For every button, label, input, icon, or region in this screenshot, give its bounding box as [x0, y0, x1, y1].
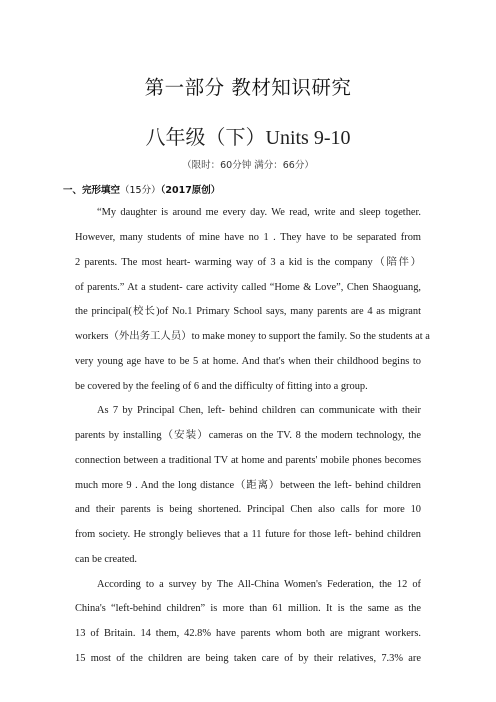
passage-line: of parents.” At a student- care activity called “Home & Love”, Chen Shaoguang,: [75, 282, 421, 293]
page-title: 第一部分 教材知识研究: [144, 76, 352, 99]
passage-line: 2 parents. The most heart- warming way of 3 a kid is the company（陪伴）: [75, 257, 421, 268]
time-score-limit: （限时：60分钟 满分：66分）: [182, 160, 314, 171]
passage-line: workers（外出务工人员）to make money to support the family. So the students at a: [75, 331, 430, 342]
passage-line: can be created.: [75, 554, 138, 565]
passage-line: and their parents is being shortened. Principal Chen also calls for more 10: [75, 504, 421, 515]
passage-line: 15 most of the children are being taken care of by their relatives, 7.3% are: [75, 653, 421, 664]
passage-line: much more 9 . And the long distance（距离）between the left- behind children: [75, 480, 421, 491]
section-tag: （2017原创）: [160, 185, 221, 196]
passage-line: connection between a traditional TV at home and parents' mobile phones becomes: [75, 455, 421, 466]
passage-line: be covered by the feeling of 6 and the difficulty of fitting into a group.: [75, 381, 368, 392]
section-score: （15分）: [120, 185, 161, 196]
passage-line: from society. He strongly believes that a 11 future for those left- behind children: [75, 529, 421, 540]
passage-line: 13 of Britain. 14 them, 42.8% have parents whom both are migrant workers.: [75, 628, 421, 639]
passage-line: China's “left-behind children” is more than 61 million. It is the same as the: [75, 603, 421, 614]
passage-line: very young age have to be 5 at home. And that's when their childhood begins to: [75, 356, 421, 367]
section-heading: [63, 182, 220, 196]
passage-line: According to a survey by The All-China Women's Federation, the 12 of: [97, 579, 421, 590]
passage-line: parents by installing（安装）cameras on the TV. 8 the modern technology, the: [75, 430, 421, 441]
passage-line: As 7 by Principal Chen, left- behind children can communicate with their: [97, 405, 421, 416]
section-label: 一、完形填空: [63, 185, 121, 196]
passage-line: However, many students of mine have no 1 . They have to be separated from: [75, 232, 421, 243]
passage-line: the principal(校长)of No.1 Primary School says, many parents are 4 as migrant: [75, 306, 421, 317]
page-subtitle: 八年级（下）Units 9-10: [145, 127, 351, 149]
passage-line: “My daughter is around me every day. We read, write and sleep together.: [97, 207, 421, 218]
